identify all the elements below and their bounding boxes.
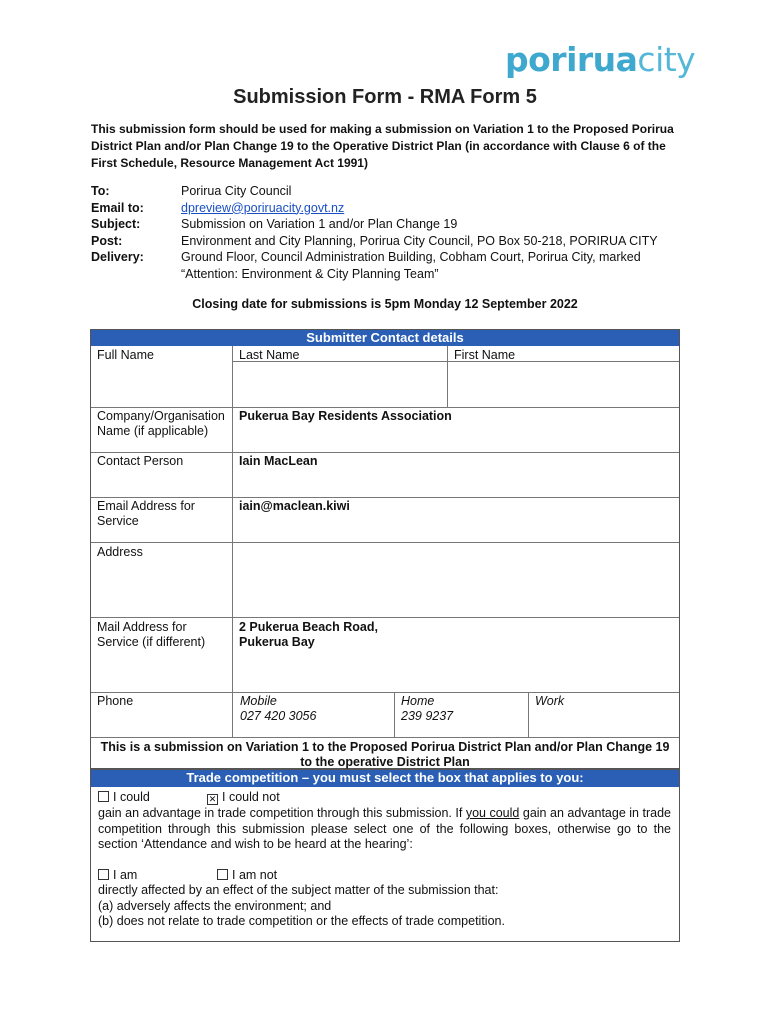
variation-note: This is a submission on Variation 1 to the Proposed Porirua District Plan and/or Plan Change 19 to the operative District Plan xyxy=(100,740,670,769)
could-option[interactable]: I could xyxy=(98,790,150,805)
delivery-label: Delivery: xyxy=(91,250,144,264)
mobile-field[interactable]: Mobile 027 420 3056 xyxy=(240,694,317,723)
subject-label: Subject: xyxy=(91,217,141,231)
last-name-field[interactable] xyxy=(233,362,447,407)
address-label: Address xyxy=(97,545,143,559)
could-not-option[interactable]: ✕ I could not xyxy=(208,790,280,804)
intro-text: This submission form should be used for making a submission on Variation 1 to the Proposed Porirua District Plan and/or Plan Change 19 to the Operative District Plan (in accordance with Clause 6 of the First Schedule, Resource Management Act 1991) xyxy=(91,122,674,170)
address-field[interactable] xyxy=(233,543,679,617)
post-value: Environment and City Planning, Porirua City Council, PO Box 50-218, PORIRUA CITY xyxy=(181,233,658,248)
mail-address-value[interactable]: 2 Pukerua Beach Road, Pukerua Bay xyxy=(239,620,378,649)
delivery-value: Ground Floor, Council Administration Building, Cobham Court, Porirua City, marked “Attention: Environment & City Planning Team” xyxy=(181,250,641,281)
email-link[interactable]: dpreview@poriruacity.govt.nz xyxy=(181,200,345,215)
affected-text: directly affected by an effect of the subject matter of the submission that: (a) adversely affects the environment; and (b) does not relate to trade competition or the effects of trade competition. xyxy=(98,883,505,928)
contact-person-label: Contact Person xyxy=(97,454,184,468)
last-name-label: Last Name xyxy=(239,348,300,362)
trade-paragraph: gain an advantage in trade competition through this submission. If you could gain an advantage in trade competition through this submission please select one of the following boxes, otherwise go to the section ‘Attendance and wish to be heard at the hearing’: xyxy=(98,806,671,851)
phone-label: Phone xyxy=(97,694,134,708)
page-title: Submission Form - RMA Form 5 xyxy=(233,86,537,108)
i-am-option[interactable]: I am xyxy=(98,868,137,883)
i-am-not-option[interactable]: I am not xyxy=(217,868,277,883)
company-label: Company/Organisation Name (if applicable) xyxy=(97,409,225,438)
closing-date: Closing date for submissions is 5pm Monday 12 September 2022 xyxy=(192,297,578,311)
could-checkbox[interactable] xyxy=(98,791,109,802)
post-label: Post: xyxy=(91,233,123,248)
contact-header: Submitter Contact details xyxy=(91,330,679,346)
trade-header: Trade competition – you must select the box that applies to you: xyxy=(91,770,679,787)
email-service-label: Email Address for Service xyxy=(97,499,195,528)
i-am-checkbox[interactable] xyxy=(98,869,109,880)
porirua-city-logo: poriruacity xyxy=(505,40,696,79)
home-field[interactable]: Home 239 9237 xyxy=(401,694,454,723)
could-not-checkbox[interactable]: ✕ xyxy=(208,794,217,804)
work-field[interactable]: Work xyxy=(535,694,565,708)
email-to-label: Email to: xyxy=(91,200,144,215)
first-name-field[interactable] xyxy=(448,362,679,407)
address-block xyxy=(91,183,681,282)
first-name-label: First Name xyxy=(454,348,516,362)
mail-address-label: Mail Address for Service (if different) xyxy=(97,620,206,649)
to-label: To: xyxy=(91,184,110,198)
email-service-value[interactable]: iain@maclean.kiwi xyxy=(239,499,350,513)
i-am-not-checkbox[interactable] xyxy=(217,869,228,880)
to-value: Porirua City Council xyxy=(181,184,292,198)
company-value[interactable]: Pukerua Bay Residents Association xyxy=(239,409,452,423)
full-name-label: Full Name xyxy=(97,348,154,362)
contact-person-value[interactable]: Iain MacLean xyxy=(239,454,318,468)
subject-value: Submission on Variation 1 and/or Plan Change 19 xyxy=(181,217,458,231)
